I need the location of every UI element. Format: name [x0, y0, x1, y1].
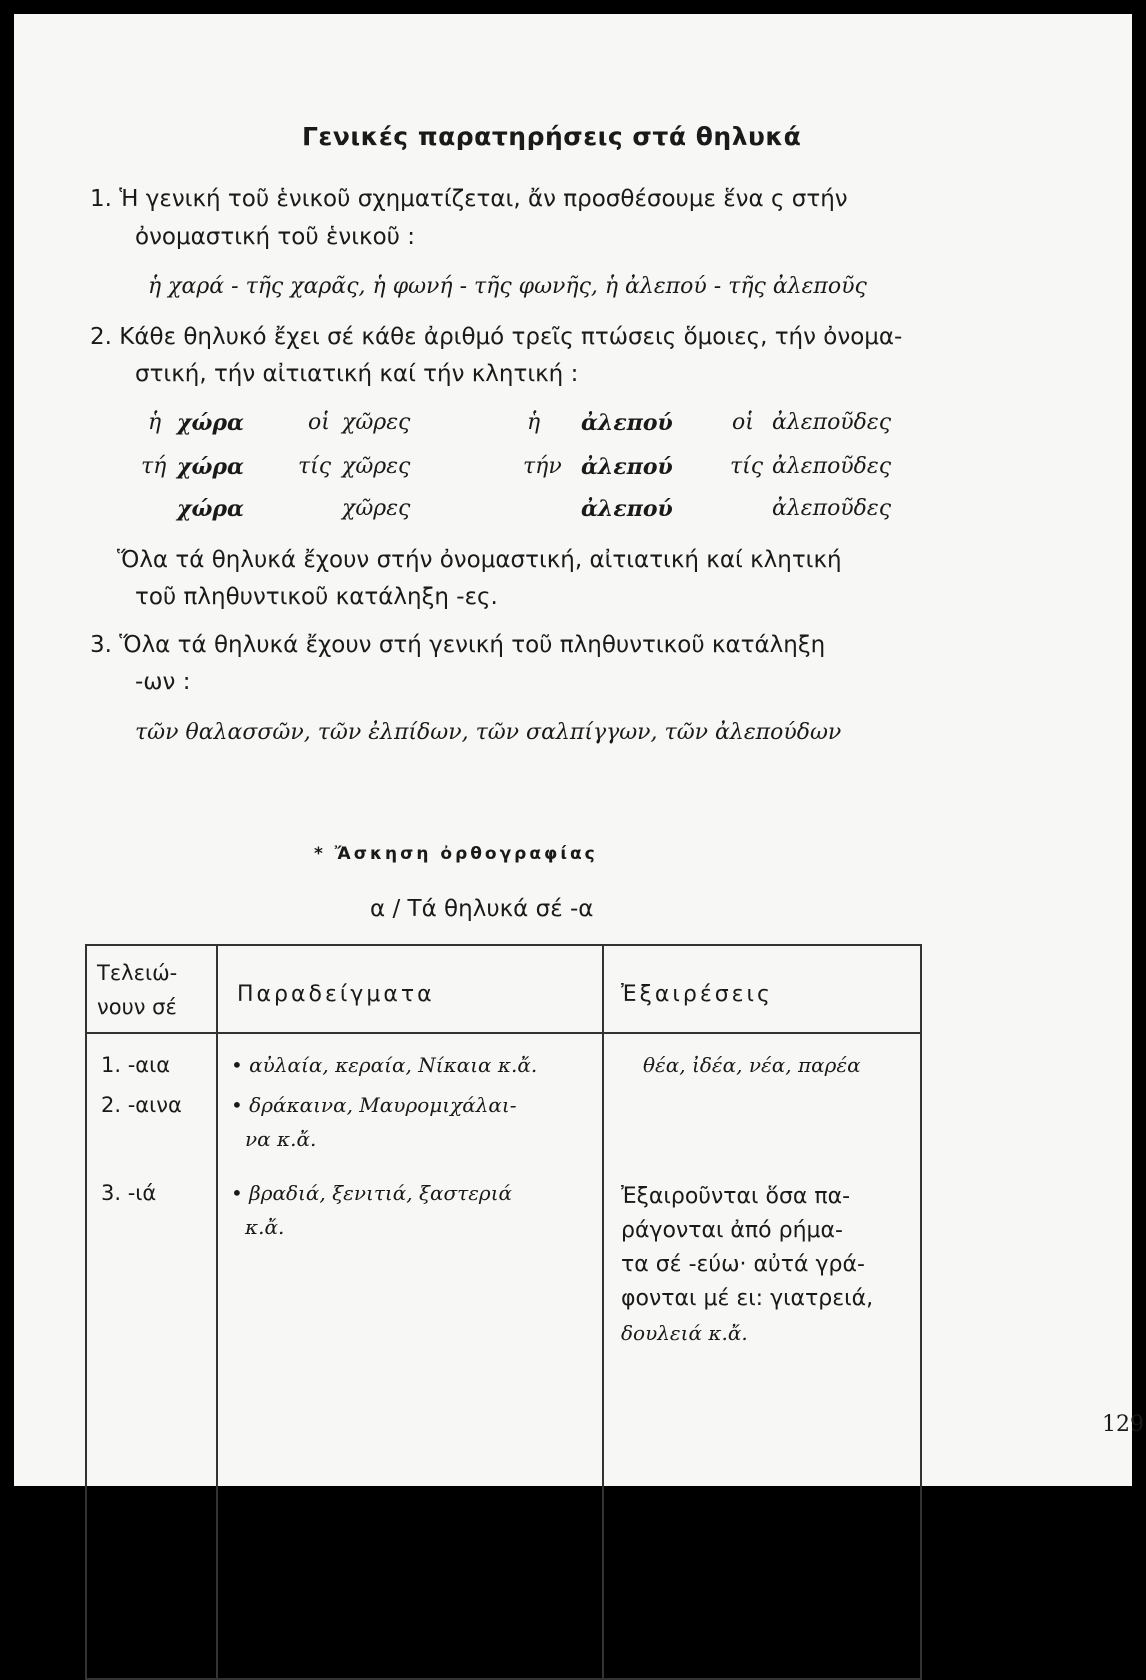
decl-article: οἱ [732, 410, 754, 435]
rule2-note-line1: Ὅλα τά θηλυκά ἔχουν στήν ὀνομαστική, αἰτιατική καί κλητική [117, 547, 842, 573]
decl-article: ἡ [527, 410, 541, 435]
row-examples: • αὐλαία, κεραία, Νίκαια κ.ἄ. [231, 1053, 538, 1077]
header-endings-line1: Τελειώ- [97, 961, 178, 985]
decl-word: χώρα [177, 454, 244, 480]
page-number: 129 [1102, 1412, 1144, 1437]
row-examples-cont: να κ.ἄ. [245, 1127, 317, 1151]
table-header-divider [85, 1032, 922, 1034]
row-exceptions: ράγονται ἀπό ρήμα- [621, 1218, 843, 1243]
decl-word: ἀλεποῦδες [772, 496, 892, 521]
row-exceptions: δουλειά κ.ἄ. [621, 1321, 748, 1345]
spelling-table [85, 944, 922, 1680]
row-ending: 2. -αινα [101, 1093, 182, 1117]
row-ending: 1. -αια [101, 1053, 171, 1077]
header-endings-line2: νουν σέ [97, 995, 177, 1019]
decl-article: ἡ [148, 410, 162, 435]
table-border-right [920, 944, 922, 1680]
decl-article: τίς [298, 454, 332, 479]
decl-word: χώρα [177, 410, 244, 436]
row-examples: • βραδιά, ξενιτιά, ξαστεριά [231, 1181, 513, 1205]
rule3-line1: 3. Ὅλα τά θηλυκά ἔχουν στή γενική τοῦ πληθυντικοῦ κατάληξη [90, 632, 826, 658]
row-ending: 3. -ιά [101, 1181, 157, 1205]
decl-word: ἀλεπού [581, 454, 673, 480]
row-examples-cont: κ.ἄ. [245, 1215, 285, 1239]
decl-article: τήν [523, 454, 562, 479]
decl-word: χῶρες [342, 454, 411, 479]
decl-word: χῶρες [342, 496, 411, 521]
rule1-line1: 1. Ἡ γενική τοῦ ἑνικοῦ σχηματίζεται, ἄν προσθέσουμε ἕνα ς στήν [90, 186, 848, 212]
row-exceptions: θέα, ἰδέα, νέα, παρέα [643, 1053, 861, 1077]
rule3-example: τῶν θαλασσῶν, τῶν ἐλπίδων, τῶν σαλπίγγων, τῶν ἀλεπούδων [135, 720, 842, 745]
rule2-line1: 2. Κάθε θηλυκό ἔχει σέ κάθε ἀριθμό τρεῖς πτώσεις ὅμοιες, τήν ὀνομα- [90, 324, 903, 350]
header-exceptions: Ἐξαιρέσεις [621, 982, 773, 1007]
decl-article: οἱ [308, 410, 330, 435]
rule2-line2: στική, τήν αἰτιατική καί τήν κλητική : [135, 361, 579, 387]
decl-article: τίς [730, 454, 764, 479]
rule3-line2: -ων : [135, 669, 191, 695]
table-col-divider [216, 944, 218, 1680]
decl-word: χώρα [177, 496, 244, 522]
row-examples: • δράκαινα, Μαυρομιχάλαι- [231, 1093, 517, 1117]
row-exceptions: Ἐξαιροῦνται ὅσα πα- [621, 1184, 851, 1209]
decl-word: ἀλεποῦδες [772, 454, 892, 479]
page [14, 14, 1144, 1486]
table-border-top [85, 944, 922, 946]
exercise-subtitle: α / Τά θηλυκά σέ -α [370, 896, 594, 922]
section-title: Γενικές παρατηρήσεις στά θηλυκά [302, 122, 802, 151]
decl-word: χῶρες [342, 410, 411, 435]
rule1-line2: ὀνομαστική τοῦ ἑνικοῦ : [135, 224, 416, 250]
decl-article: τή [141, 454, 167, 479]
row-exceptions: φονται μέ ει: γιατρειά, [621, 1286, 874, 1311]
decl-word: ἀλεποῦδες [772, 410, 892, 435]
decl-word: ἀλεπού [581, 410, 673, 436]
rule2-note-line2: τοῦ πληθυντικοῦ κατάληξη -ες. [135, 584, 498, 610]
rule1-example: ἡ χαρά - τῆς χαρᾶς, ἡ φωνή - τῆς φωνῆς, ἡ ἀλεπού - τῆς ἀλεποῦς [148, 274, 867, 299]
exercise-title: * Ἄσκηση ὀρθογραφίας [314, 844, 598, 864]
header-examples: Παραδείγματα [237, 982, 435, 1007]
row-exceptions: τα σέ -εύω· αὐτά γρά- [621, 1252, 865, 1277]
decl-word: ἀλεπού [581, 496, 673, 522]
table-col-divider [602, 944, 604, 1680]
table-border-left [85, 944, 87, 1680]
